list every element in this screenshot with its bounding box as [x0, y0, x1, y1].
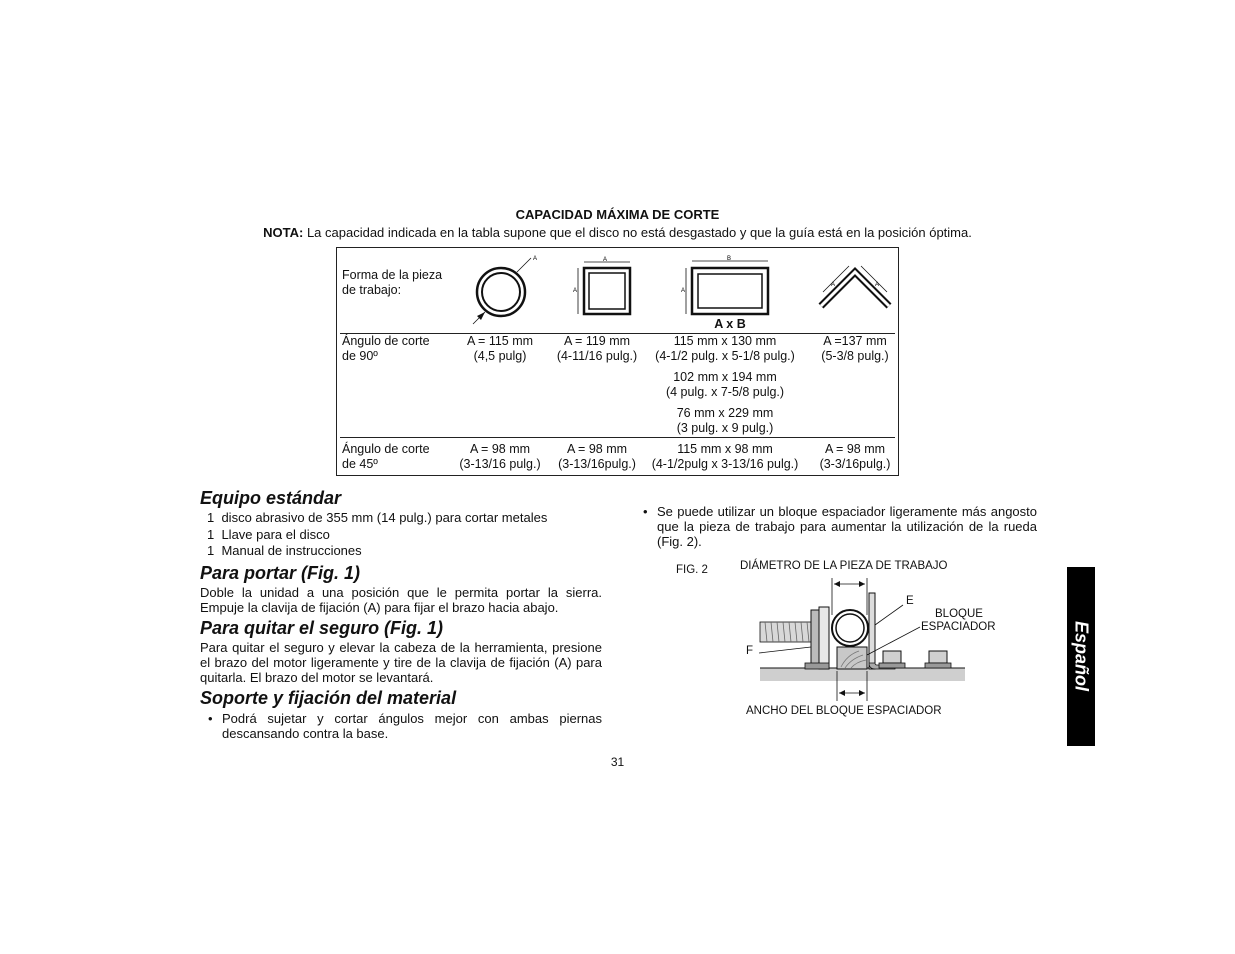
seguro-heading: Para quitar el seguro (Fig. 1)	[200, 618, 444, 638]
svg-text:B: B	[727, 256, 732, 262]
svg-text:A: A	[573, 288, 578, 294]
round-tube-icon	[473, 256, 537, 324]
soporte-bullet: • Podrá sujetar y cortar ángulos mejor con ambas piernas descansando contra la base.	[208, 711, 602, 741]
list-item: 1 disco abrasivo de 355 mm (14 pulg.) para cortar metales	[207, 510, 548, 525]
bullet-dot: •	[643, 504, 648, 519]
row-90-rect-2: 102 mm x 194 mm (4 pulg. x 7-5/8 pulg.)	[665, 370, 785, 399]
language-tab	[1067, 567, 1095, 746]
svg-text:A: A	[681, 288, 686, 294]
capacity-table	[336, 247, 899, 476]
seguro-text: Para quitar el seguro y elevar la cabeza de la herramienta, presione el brazo del motor ligeramente y tire de la clavija de fijación (A) para quitarla. El brazo del motor se levantará.	[200, 640, 602, 685]
row-90-round: A = 115 mm (4,5 pulg)	[466, 334, 534, 363]
shape-header: Forma de la pieza de trabajo:	[342, 268, 443, 297]
bullet-dot: •	[208, 711, 213, 726]
fig2-espaciador: ESPACIADOR	[921, 621, 996, 633]
capacity-note	[0, 225, 1235, 240]
capacity-title: CAPACIDAD MÁXIMA DE CORTE	[515, 207, 720, 222]
table-divider	[340, 437, 895, 438]
row-45-angle: A = 98 mm (3-3/16pulg.)	[819, 442, 891, 471]
fig2-label-f: F	[746, 645, 754, 657]
row-45-round: A = 98 mm (3-13/16 pulg.)	[459, 442, 541, 471]
note-text: La capacidad indicada en la tabla supone que el disco no está desgastado y que la guía está en la posición óptima.	[303, 225, 972, 240]
svg-text:A: A	[603, 257, 608, 263]
fig2-bottom-caption: ANCHO DEL BLOQUE ESPACIADOR	[746, 705, 942, 717]
svg-text:A: A	[875, 282, 880, 288]
equipo-list	[207, 510, 547, 560]
list-item: 1 Manual de instrucciones	[207, 543, 362, 558]
portar-heading: Para portar (Fig. 1)	[200, 563, 361, 583]
fig2-label: FIG. 2	[676, 564, 708, 576]
axb-label: A x B	[714, 317, 746, 331]
row-45-square: A = 98 mm (3-13/16pulg.)	[558, 442, 636, 471]
square-tube-icon	[573, 257, 630, 314]
row-90-square: A = 119 mm (4-11/16 pulg.)	[556, 334, 638, 363]
list-item: 1 Llave para el disco	[207, 526, 330, 542]
angle-iron-icon	[821, 266, 889, 306]
row-45-rect: 115 mm x 98 mm (4-1/2pulg x 3-13/16 pulg.)	[651, 442, 799, 471]
right-bullet: • Se puede utilizar un bloque espaciador ligeramente más angosto que la pieza de trabajo para aumentar la utilización de la rueda (Fig. 2).	[643, 504, 1037, 549]
fig2-label-e: E	[906, 595, 914, 607]
portar-text: Doble la unidad a una posición que le permita portar la sierra. Empuje la clavija de fijación (A) para fijar el brazo hacia abajo.	[200, 585, 602, 615]
rect-tube-icon	[681, 256, 768, 314]
fig2-bloque: BLOQUE	[935, 608, 983, 620]
page-number: 31	[610, 755, 625, 769]
row-90-rect-1: 115 mm x 130 mm (4-1/2 pulg. x 5-1/8 pulg.)	[655, 334, 795, 363]
soporte-heading: Soporte y fijación del material	[200, 688, 457, 708]
language-tab-label: Español	[1071, 620, 1092, 692]
note-label: NOTA:	[263, 225, 304, 240]
equipo-heading: Equipo estándar	[200, 488, 342, 508]
fig2-top-caption: DIÁMETRO DE LA PIEZA DE TRABAJO	[740, 560, 948, 572]
svg-text:A: A	[831, 282, 836, 288]
row-90-rect-3: 76 mm x 229 mm (3 pulg. x 9 pulg.)	[676, 406, 774, 435]
shape-icons	[337, 248, 900, 334]
row-90-label: Ángulo de corte de 90º	[342, 334, 430, 363]
row-45-label: Ángulo de corte de 45º	[342, 442, 430, 471]
fig2-diagram	[755, 575, 975, 705]
row-90-angle: A =137 mm (5-3/8 pulg.)	[821, 334, 889, 363]
svg-text:A: A	[533, 256, 538, 262]
